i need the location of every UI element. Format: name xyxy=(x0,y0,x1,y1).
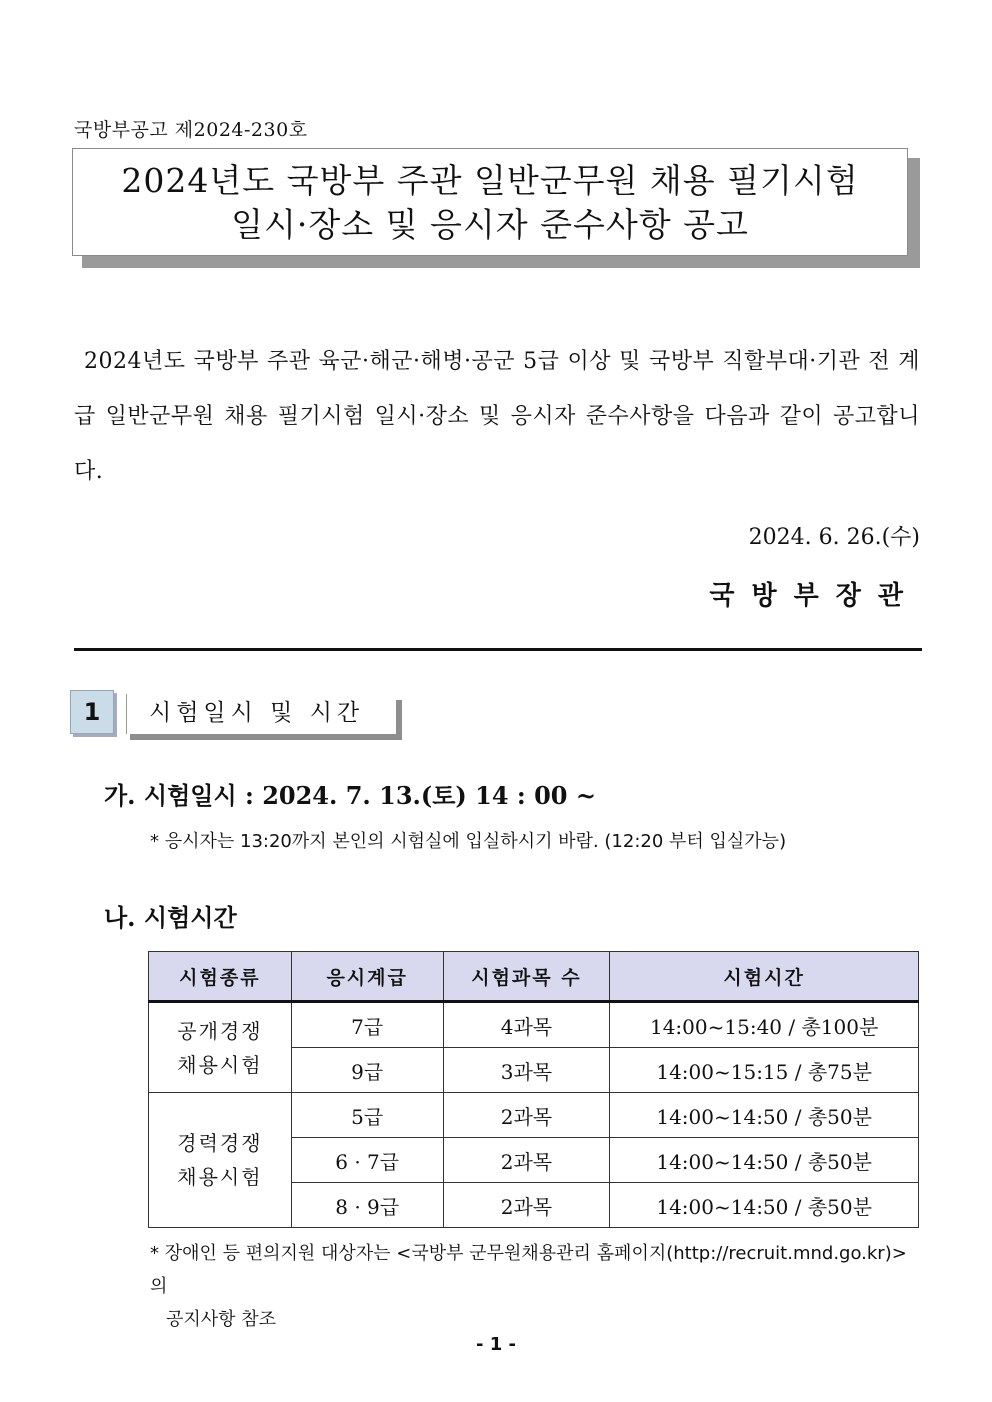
header-exam-time: 시험시간 xyxy=(610,952,919,1002)
grade-cell: 8 · 9급 xyxy=(291,1183,443,1228)
page-number: - 1 - xyxy=(476,1334,516,1355)
notice-number: 국방부공고 제2024-230호 xyxy=(74,119,308,141)
notice-date: 2024. 6. 26.(수) xyxy=(748,525,920,550)
title-line-2: 일시·장소 및 응시자 준수사항 공고 xyxy=(231,205,749,244)
exam-time-table xyxy=(148,951,919,1228)
table-row xyxy=(149,1093,919,1138)
exam-date-heading: 가. 시험일시 : 2024. 7. 13.(토) 14 : 00 ~ xyxy=(104,781,596,810)
time-cell: 14:00~14:50 / 총50분 xyxy=(610,1183,919,1228)
time-cell: 14:00~14:50 / 총50분 xyxy=(610,1093,919,1138)
intro-text: 2024년도 국방부 주관 육군·해군·해병·공군 5급 이상 및 국방부 직할부대·기관 전 계급 일반군무원 채용 필기시험 일시·장소 및 응시자 준수사항을 다음과 같이 공고합니다. xyxy=(74,349,920,484)
table-row xyxy=(149,1002,919,1048)
subjects-cell: 2과목 xyxy=(443,1183,610,1228)
section-number-badge: 1 xyxy=(70,690,114,734)
table-header-row xyxy=(149,952,919,1002)
subjects-cell: 2과목 xyxy=(443,1093,610,1138)
header-subject-count: 시험과목 수 xyxy=(443,952,610,1002)
header-grade: 응시계급 xyxy=(291,952,443,1002)
accessibility-footnote xyxy=(150,1237,920,1336)
header-exam-type: 시험종류 xyxy=(149,952,292,1002)
grade-cell: 5급 xyxy=(291,1093,443,1138)
grade-cell: 6 · 7급 xyxy=(291,1138,443,1183)
time-cell: 14:00~14:50 / 총50분 xyxy=(610,1138,919,1183)
exam-type-line: 채용시험 xyxy=(177,1165,263,1189)
exam-type-line: 경력경쟁 xyxy=(177,1131,263,1155)
time-cell: 14:00~15:40 / 총100분 xyxy=(610,1002,919,1048)
issuer-name: 국방부장관 xyxy=(709,581,920,611)
footnote-line-1: * 장애인 등 편의지원 대상자는 <국방부 군무원채용관리 홈페이지(http://recruit.mnd.go.kr)>의 xyxy=(150,1243,907,1297)
exam-time-heading: 나. 시험시간 xyxy=(104,903,237,932)
intro-paragraph xyxy=(74,334,920,499)
divider xyxy=(74,648,922,651)
title-line-1: 2024년도 국방부 주관 일반군무원 채용 필기시험 xyxy=(121,161,859,200)
subjects-cell: 3과목 xyxy=(443,1048,610,1093)
exam-type-cell xyxy=(149,1002,292,1093)
exam-type-line: 공개경쟁 xyxy=(177,1018,263,1043)
footnote-line-2: 공지사항 참조 xyxy=(166,1309,277,1330)
grade-cell: 7급 xyxy=(291,1002,443,1048)
time-cell: 14:00~15:15 / 총75분 xyxy=(610,1048,919,1093)
entry-time-note: * 응시자는 13:20까지 본인의 시험실에 입실하시기 바람. (12:20 부터 입실가능) xyxy=(150,831,787,852)
subjects-cell: 2과목 xyxy=(443,1138,610,1183)
section-title: 시험일시 및 시간 xyxy=(126,694,396,734)
exam-type-cell xyxy=(149,1093,292,1228)
subjects-cell: 4과목 xyxy=(443,1002,610,1048)
title-box xyxy=(72,148,908,256)
grade-cell: 9급 xyxy=(291,1048,443,1093)
exam-type-line: 채용시험 xyxy=(177,1052,263,1077)
